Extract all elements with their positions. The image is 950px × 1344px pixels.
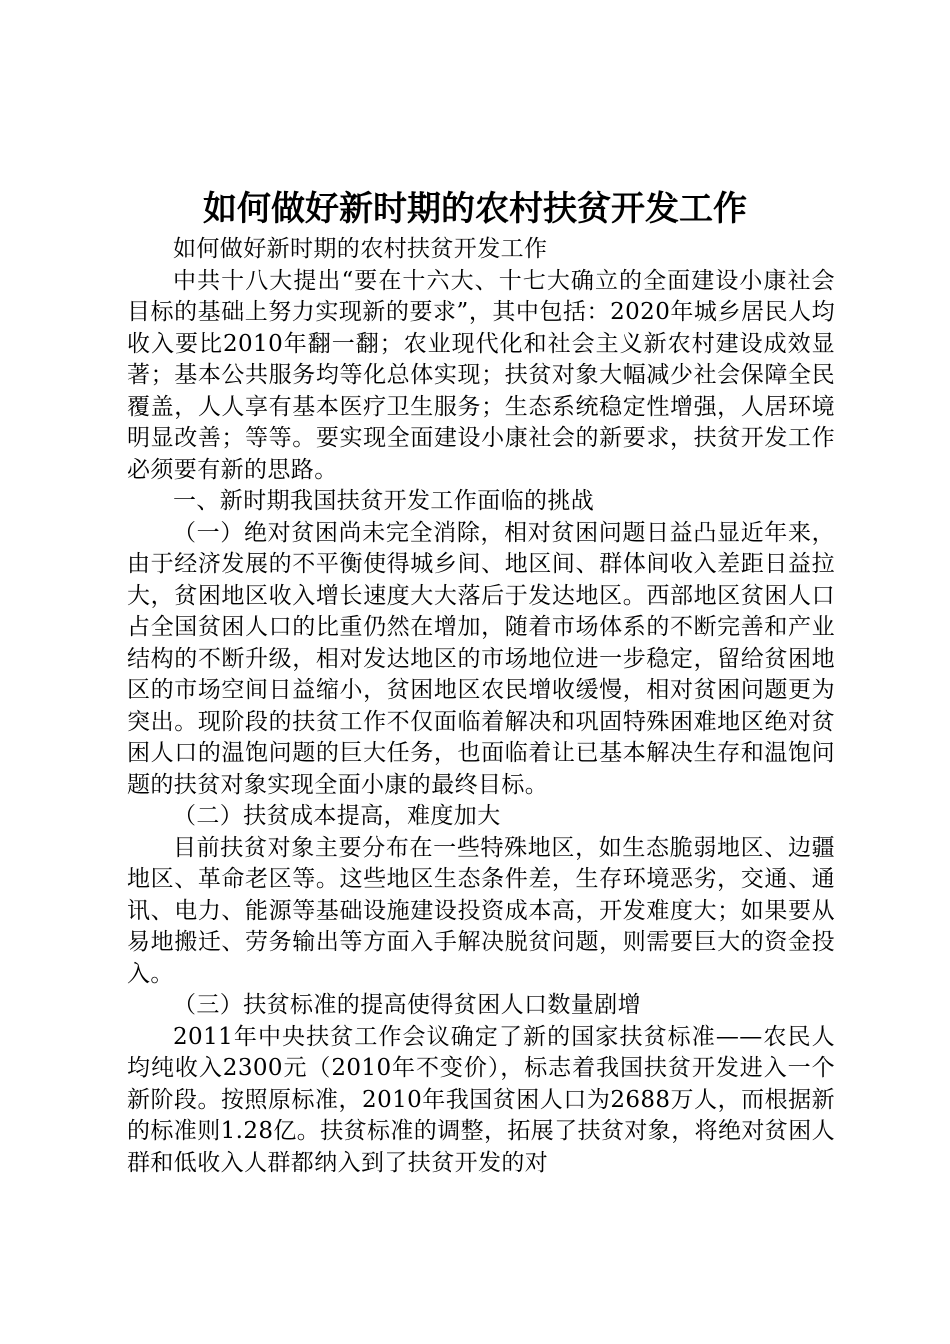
paragraph-cost: 目前扶贫对象主要分布在一些特殊地区，如生态脆弱地区、边疆地区、革命老区等。这些地区生态条件差，生存环境恶劣，交通、通讯、电力、能源等基础设施建设投资成本高，开发难度大；如果要从易地搬迁、劳务输出等方面入手解决脱贫问题，则需要巨大的资金投入。 (127, 834, 835, 987)
section-heading-challenges: 一、新时期我国扶贫开发工作面临的挑战 (173, 488, 595, 514)
paragraph-absolute-poverty: （一）绝对贫困尚未完全消除，相对贫困问题日益凸显近年来，由于经济发展的不平衡使得城乡间、地区间、群体间收入差距日益拉大，贫困地区收入增长速度大大落后于发达地区。西部地区贫困人口占全国贫困人口的比重仍然在增加，随着市场体系的不断完善和产业结构的不断升级，相对发达地区的市场地位进一步稳定，留给贫困地区的市场空间日益缩小，贫困地区农民增收缓慢，相对贫困问题更为突出。现阶段的扶贫工作不仅面临着解决和巩固特殊困难地区绝对贫困人口的温饱问题的巨大任务，也面临着让已基本解决生存和温饱问题的扶贫对象实现全面小康的最终目标。 (127, 519, 835, 798)
subheading-standard: （三）扶贫标准的提高使得贫困人口数量剧增 (173, 992, 641, 1018)
subheading-cost: （二）扶贫成本提高，难度加大 (173, 803, 501, 829)
document-body (127, 234, 835, 1179)
document-title: 如何做好新时期的农村扶贫开发工作 (203, 189, 747, 229)
paragraph-standard: 2011年中央扶贫工作会议确定了新的国家扶贫标准——农民人均纯收入2300元（2010年不变价），标志着我国扶贫开发进入一个新阶段。按照原标准，2010年我国贫困人口为2688万人，而根据新的标准则1.28亿。扶贫标准的调整，拓展了扶贫对象，将绝对贫困人群和低收入人群都纳入到了扶贫开发的对 (127, 1023, 836, 1176)
paragraph-subtitle: 如何做好新时期的农村扶贫开发工作 (173, 236, 548, 262)
paragraph-intro: 中共十八大提出“要在十六大、十七大确立的全面建设小康社会目标的基础上努力实现新的要求”，其中包括：2020年城乡居民人均收入要比2010年翻一翻；农业现代化和社会主义新农村建设成效显著；基本公共服务均等化总体实现；扶贫对象大幅减少社会保障全民覆盖，人人享有基本医疗卫生服务；生态系统稳定性增强，人居环境明显改善；等等。要实现全面建设小康社会的新要求，扶贫开发工作必须要有新的思路。 (127, 267, 835, 483)
